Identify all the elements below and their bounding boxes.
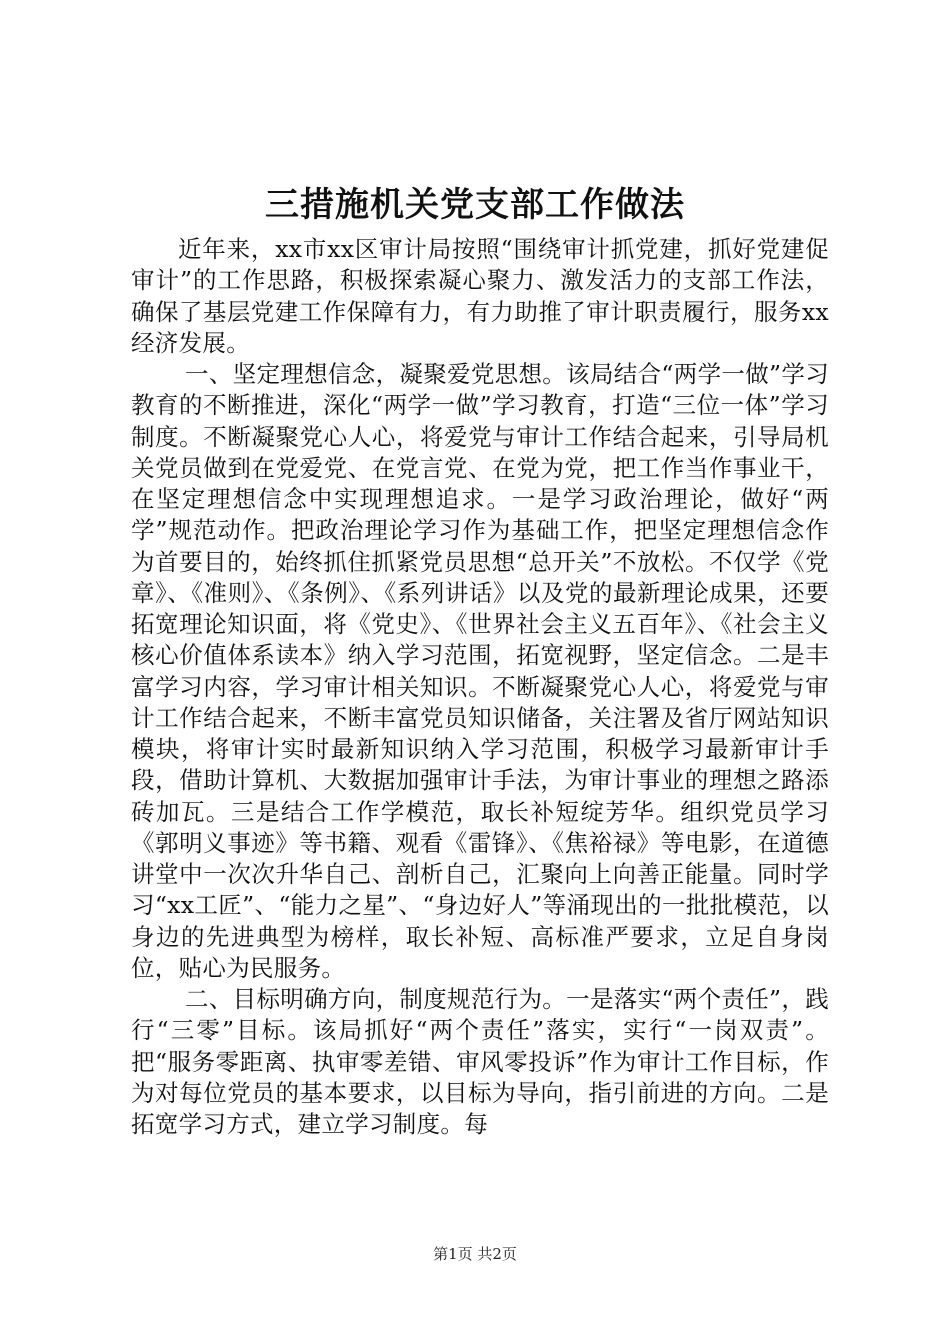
page-footer [0, 1244, 950, 1264]
section-one-paragraph: 一、坚定理想信念，凝聚爱党思想。该局结合“两学一做”学习教育的不断推进，深化“两学一做”学习教育，打造“三位一体”学习制度。不断凝聚党心人心，将爱党与审计工作结合起来，引导局机关党员做到在党爱党、在党言党、在党为党，把工作当作事业干，在坚定理想信念中实现理想追求。一是学习政治理论，做好“两学”规范动作。把政治理论学习作为基础工作，把坚定理想信念作为首要目的，始终抓住抓紧党员思想“总开关”不放松。不仅学《党章》、《准则》、《条例》、《系列讲话》以及党的最新理论成果，还要拓宽理论知识面，将《党史》、《世界社会主义五百年》、《社会主义核心价值体系读本》纳入学习范围，拓宽视野，坚定信念。二是丰富学习内容，学习审计相关知识。不断凝聚党心人心，将爱党与审计工作结合起来，不断丰富党员知识储备，关注署及省厅网站知识模块，将审计实时最新知识纳入学习范围，积极学习最新审计手段，借助计算机、大数据加强审计手法，为审计事业的理想之路添砖加瓦。三是结合工作学模范，取长补短绽芳华。组织党员学习《郭明义事迹》等书籍、观看《雷锋》、《焦裕禄》等电影，在道德讲堂中一次次升华自己、剖析自己，汇聚向上向善正能量。同时学习“xx工匠”、“能力之星”、“身边好人”等涌现出的一批批模范，以身边的先进典型为榜样，取长补短、高标准严要求，立足自身岗位，贴心为民服务。 [131, 360, 829, 982]
page-number: 第1页 [433, 1245, 473, 1263]
page-total: 共2页 [477, 1245, 517, 1263]
section-two-paragraph: 二、目标明确方向，制度规范行为。一是落实“两个责任”，践行“三零”目标。该局抓好“两个责任”落实，实行“一岗双责”。把“服务零距离、执审零差错、审风零投诉”作为审计工作目标，作为对每位党员的基本要求，以目标为导向，指引前进的方向。二是拓宽学习方式，建立学习制度。每 [131, 985, 829, 1138]
page-title: 三措施机关党支部工作做法 [265, 185, 685, 225]
document-body [131, 234, 829, 1140]
intro-paragraph: 近年来，xx市xx区审计局按照“围绕审计抓党建，抓好党建促审计”的工作思路，积极探索凝心聚力、激发活力的支部工作法，确保了基层党建工作保障有力，有力助推了审计职责履行，服务xx经济发展。 [131, 235, 829, 357]
